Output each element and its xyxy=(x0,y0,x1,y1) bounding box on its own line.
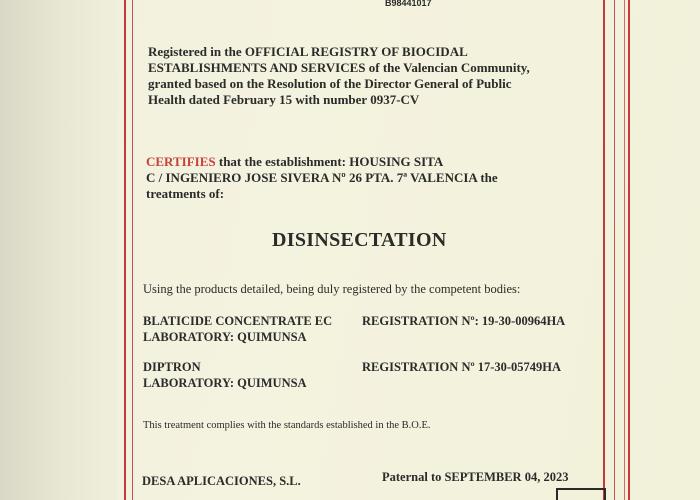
compliance-note: This treatment complies with the standards established in the B.O.E. xyxy=(143,420,431,431)
right-red-border-outer xyxy=(624,0,630,500)
company-name: DESA APLICACIONES, S.L. xyxy=(142,474,301,488)
product-2-name: DIPTRON xyxy=(143,360,201,374)
certifies-line-3: treatments of: xyxy=(146,186,225,201)
products-intro: Using the products detailed, being duly registered by the competent bodies: xyxy=(143,282,521,296)
certifies-line-2: C / INGENIERO JOSE SIVERA Nº 26 PTA. 7ª VALENCIA the xyxy=(146,170,498,185)
registry-line-2b: of the Valencian Community, xyxy=(365,60,530,75)
certifies-line-1 xyxy=(146,154,498,170)
registry-line-3: granted based on the Resolution of the Director General of Public xyxy=(148,76,512,91)
registry-line-2a: ESTABLISHMENTS AND SERVICES xyxy=(148,60,366,75)
registry-line-1 xyxy=(148,44,530,60)
registration-code: B98441017 xyxy=(385,0,432,8)
registry-paragraph xyxy=(148,44,530,108)
product-1-laboratory: LABORATORY: QUIMUNSA xyxy=(143,330,307,344)
product-1-name: BLATICIDE CONCENTRATE EC xyxy=(143,314,333,328)
product-1-registration: REGISTRATION Nº: 19-30-00964HA xyxy=(362,314,566,328)
stamp-box xyxy=(556,488,606,500)
certifies-line-1-rest: that the establishment: HOUSING SITA xyxy=(215,154,444,169)
certifies-paragraph xyxy=(146,154,498,202)
registry-line-4: Health dated February 15 with number 0937-CV xyxy=(148,92,420,107)
scan-shadow xyxy=(0,0,118,500)
registry-line-1a: Registered in the xyxy=(148,44,245,59)
product-2-laboratory: LABORATORY: QUIMUNSA xyxy=(143,376,307,390)
registry-line-2 xyxy=(148,60,530,76)
left-red-border xyxy=(124,0,133,500)
registry-line-1b: OFFICIAL REGISTRY OF BIOCIDAL xyxy=(244,44,468,59)
certifies-keyword: CERTIFIES xyxy=(146,154,216,169)
treatment-heading: DISINSECTATION xyxy=(272,229,447,251)
place-date: Paternal to SEPTEMBER 04, 2023 xyxy=(382,470,569,484)
right-red-border xyxy=(603,0,615,500)
product-2-registration: REGISTRATION Nº 17-30-05749HA xyxy=(362,360,562,374)
